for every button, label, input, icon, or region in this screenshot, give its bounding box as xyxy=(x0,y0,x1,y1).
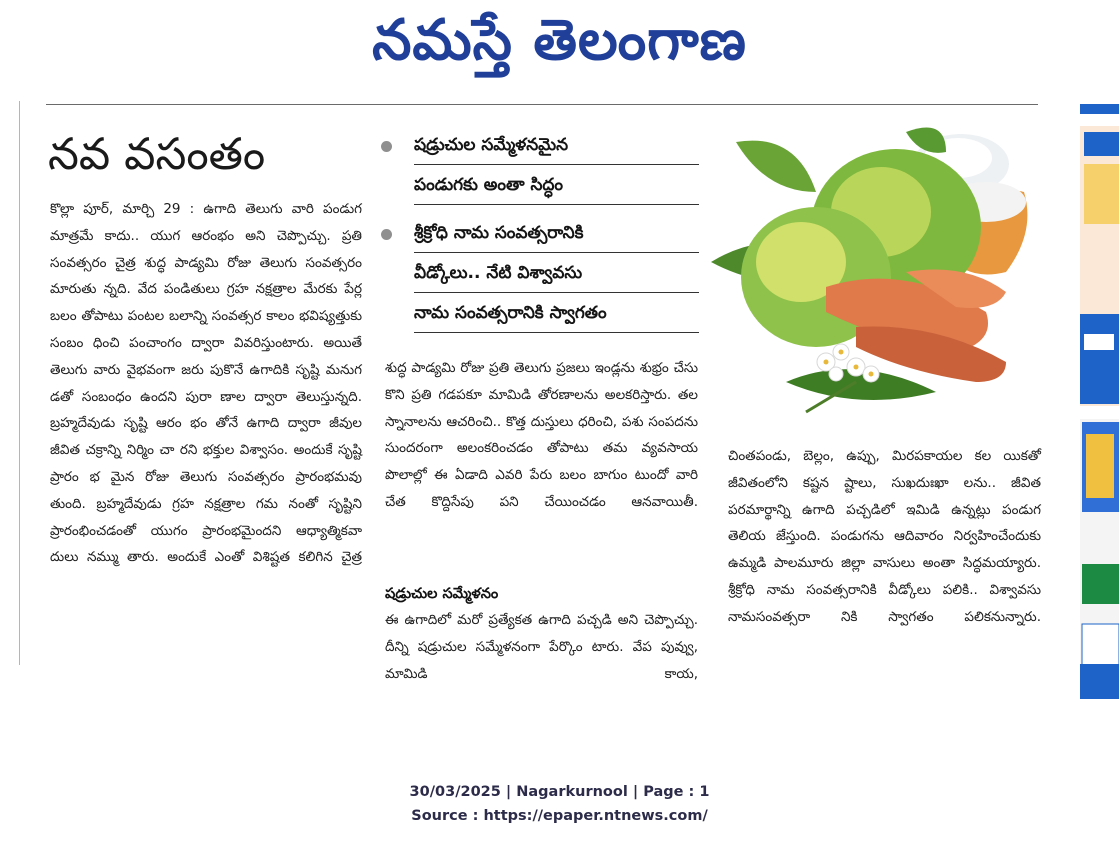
bullet-underline xyxy=(414,252,699,253)
bullet-item-1 xyxy=(378,125,708,205)
masthead-title: నమస్తే తెలంగాణ xyxy=(372,8,747,73)
page-rule xyxy=(46,104,1038,105)
bullet-dot-icon xyxy=(381,141,392,152)
article-column-2: శుద్ధ పాడ్యమి రోజు ప్రతి తెలుగు ప్రజలు ఇండ్లను శుభ్రం చేసు కొని ప్రతి గడపకూ మామిడి తోరణాలను అలకరిస్తారు. తల స్నానాలను ఆచరించి.. కొత్త దుస్తులు ధరించి, పశు సంపదను సుందరంగా అలంకరించడం తోపాటు తమ వ్యవసాయ పొలాల్లో ఈ ఏడాది ఎవరి పేరు బలం బాగుం టుందో వారి చేత కొద్దిసేపు పని చేయించడం ఆనవాయితీ. xyxy=(385,360,698,510)
bullet-underline xyxy=(414,292,699,293)
article-subheading: షడ్రుచుల సమ్మేళనం xyxy=(385,586,499,602)
bullet-text-2: శ్రీక్రోధి నామ సంవత్సరానికి వీడ్కోలు.. నేటి విశ్వావసు నామ సంవత్సరానికి స్వాగతం xyxy=(414,223,607,323)
ugadi-pachadi-illustration-icon xyxy=(706,112,1040,434)
footer-date-edition: 30/03/2025 | Nagarkurnool | Page : 1 xyxy=(409,784,710,800)
bullet-dot-icon xyxy=(381,229,392,240)
bullet-underline xyxy=(414,204,699,205)
article-column-1: కొల్లా పూర్, మార్చి 29 : ఉగాది తెలుగు వారి పండుగ మాత్రమే కాదు.. యుగ ఆరంభం అని చెప్పొచ్చు. ప్రతి సంవత్సరం చైత్ర శుద్ధ పాడ్యమి రోజు తెలుగు సంవత్సరం మారుతు న్నది. వేద పండితులు గ్రహ నక్షత్రాల మేరకు పేర్ల బలం తోపాటు పంటల బలాన్ని సంవత్సర కాలం భవిష్యత్తుకు సంబం ధించి పంచాంగం ద్వారా వివరిస్తుంటారు. అయితే తెలుగు వారు వైభవంగా జరు పుకొనే ఉగాదికి సృష్టి మనుగ డతో సంబంధం ఉందని పురా ణాల ద్వారా తెలుస్తున్నది. బ్రహ్మదేవుడు సృష్టి ఆరం భం తోనే ఉగాది ద్వారా జీవుల జీవిత చక్రాన్ని నిర్మిం చా రని భక్తుల విశ్వాసం. అందుకే సృష్టి ప్రారం భ మైన రోజు తెలుగు సంవత్సరం ప్రారంభమవు తుంది. బ్రహ్మదేవుడు గ్రహ నక్షత్రాల గమ నంతో సృష్టిని ప్రారంభించడంతో యుగం ప్రారంభమైందని ఆధ్యాత్మికవా దులు నమ్ము తారు. అందుకే ఎంతో విశిష్టత కలిగిన చైత్ర xyxy=(50,201,362,566)
bullet-item-2 xyxy=(378,213,708,333)
article-column-3: చింతపండు, బెల్లం, ఉప్పు, మిరపకాయల కల యికతో జీవితంలోని కష్టన ష్టాలు, సుఖదుఃఖా లను.. జీవిత పరమార్థాన్ని ఉగాది పచ్చడిలో ఇమిడి ఉన్నట్లు పండుగ తెలియ జేస్తుంది. పండుగను ఆదివారం నిర్వహించేందుకు ఉమ్మడి పాలమూరు జిల్లా వాసులు అంతా సిద్ధమయ్యారు. శ్రీక్రోధి నామ సంవత్సరానికి వీడ్కోలు పలికి.. విశ్వావసు నామసంవత్సరా నికి స్వాగతం పలికనున్నారు. xyxy=(728,448,1041,625)
bullet-underline xyxy=(414,332,699,333)
article-headline: నవ వసంతం xyxy=(48,129,266,180)
bullet-text-1: షడ్రుచుల సమ్మేళనమైన పండుగకు అంతా సిద్ధం xyxy=(414,135,569,195)
left-margin-rule xyxy=(19,101,20,665)
article-column-2-continued: ఈ ఉగాదిలో మరో ప్రత్యేకత ఉగాది పచ్చడి అని చెప్పొచ్చు. దీన్ని షడ్రుచుల సమ్మేళనంగా పేర్కొం టారు. వేప పువ్వు, మామిడి కాయ, xyxy=(385,612,698,682)
highlight-bullets xyxy=(378,125,708,341)
footer-source: Source : https://epaper.ntnews.com/ xyxy=(411,808,708,824)
bullet-underline xyxy=(414,164,699,165)
advertisement-strip xyxy=(1080,104,1119,699)
